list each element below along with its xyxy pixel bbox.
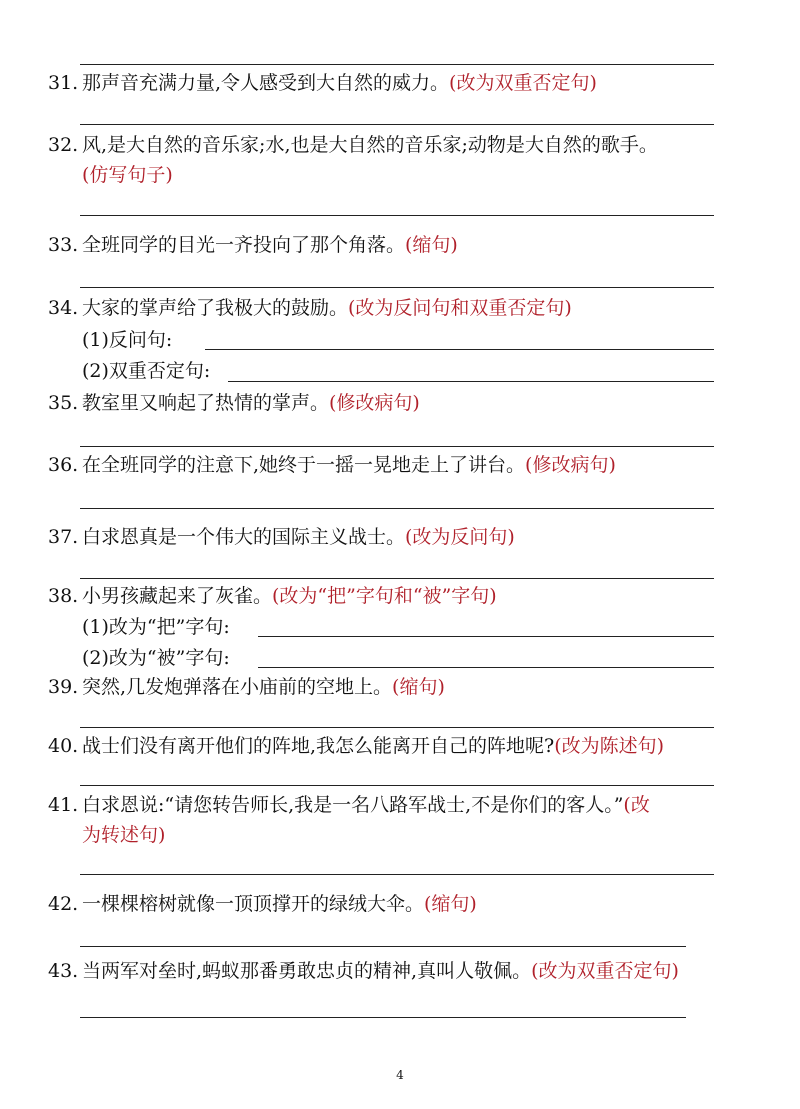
answer-line bbox=[80, 578, 714, 579]
question-instruction: (改为陈述句) bbox=[554, 735, 665, 757]
question-number: 32. bbox=[48, 134, 79, 156]
question-35 bbox=[48, 390, 420, 417]
answer-line bbox=[80, 64, 714, 65]
question-instruction: (修改病句) bbox=[525, 454, 616, 476]
question-number: 31. bbox=[48, 72, 79, 94]
question-number: 39. bbox=[48, 676, 79, 698]
question-instruction: (改为双重否定句) bbox=[449, 72, 597, 94]
answer-line bbox=[80, 508, 714, 509]
question-38 bbox=[48, 583, 497, 610]
question-instruction: 为转述句) bbox=[82, 824, 166, 846]
question-text: 一棵棵榕树就像一顶顶撑开的绿绒大伞。 bbox=[82, 893, 425, 915]
question-instruction: (缩句) bbox=[405, 234, 458, 256]
question-text: 风,是大自然的音乐家;水,也是大自然的音乐家;动物是大自然的歌手。 bbox=[82, 134, 658, 156]
question-number: 38. bbox=[48, 585, 79, 607]
question-text: 那声音充满力量,令人感受到大自然的威力。 bbox=[82, 72, 450, 94]
question-instruction: (缩句) bbox=[392, 676, 445, 698]
sub-question-label: (2)改为“被”字句: bbox=[82, 647, 230, 669]
question-42 bbox=[48, 891, 477, 918]
sub-question-label: (1)反问句: bbox=[82, 329, 173, 351]
question-number: 35. bbox=[48, 392, 79, 414]
question-39 bbox=[48, 674, 445, 701]
answer-line bbox=[80, 727, 714, 728]
sub-question-label: (2)双重否定句: bbox=[82, 360, 211, 382]
question-text: 白求恩真是一个伟大的国际主义战士。 bbox=[82, 526, 406, 548]
answer-line bbox=[80, 215, 714, 216]
question-text: 全班同学的目光一齐投向了那个角落。 bbox=[82, 234, 406, 256]
question-text: 小男孩藏起来了灰雀。 bbox=[82, 585, 273, 607]
answer-line bbox=[228, 381, 714, 382]
question-number: 41. bbox=[48, 794, 79, 816]
answer-line bbox=[80, 1017, 686, 1018]
question-text: 当两军对垒时,蚂蚁那番勇敢忠贞的精神,真叫人敬佩。 bbox=[82, 960, 532, 982]
question-instruction: (改为“把”字句和“被”字句) bbox=[272, 585, 497, 607]
question-instruction: (仿写句子) bbox=[82, 164, 173, 186]
answer-line bbox=[80, 785, 714, 786]
page-number: 4 bbox=[396, 1068, 404, 1082]
question-40 bbox=[48, 733, 664, 760]
answer-line bbox=[80, 287, 714, 288]
question-text: 白求恩说:“请您转告师长,我是一名八路军战士,不是你们的客人。” bbox=[82, 794, 624, 816]
question-number: 34. bbox=[48, 297, 79, 319]
question-37 bbox=[48, 524, 515, 551]
question-instruction: (修改病句) bbox=[329, 392, 420, 414]
question-text: 大家的掌声给了我极大的鼓励。 bbox=[82, 297, 349, 319]
question-number: 40. bbox=[48, 735, 79, 757]
question-text: 战士们没有离开他们的阵地,我怎么能离开自己的阵地呢? bbox=[82, 735, 555, 757]
answer-line bbox=[80, 946, 686, 947]
question-number: 42. bbox=[48, 893, 79, 915]
question-instruction: (改为双重否定句) bbox=[531, 960, 679, 982]
question-33 bbox=[48, 232, 458, 259]
question-number: 36. bbox=[48, 454, 79, 476]
question-number: 37. bbox=[48, 526, 79, 548]
answer-line bbox=[258, 667, 714, 668]
answer-line bbox=[80, 446, 714, 447]
question-43 bbox=[48, 958, 679, 985]
question-number: 43. bbox=[48, 960, 79, 982]
question-instruction: (改为反问句) bbox=[405, 526, 515, 548]
question-32 bbox=[48, 132, 658, 159]
question-instruction: (改 bbox=[623, 794, 650, 816]
question-41 bbox=[48, 792, 650, 819]
question-instruction: (改为反问句和双重否定句) bbox=[348, 297, 572, 319]
answer-line bbox=[258, 636, 714, 637]
answer-line bbox=[80, 874, 714, 875]
answer-line bbox=[205, 349, 714, 350]
question-text: 突然,几发炮弹落在小庙前的空地上。 bbox=[82, 676, 393, 698]
sub-question-label: (1)改为“把”字句: bbox=[82, 616, 230, 638]
question-34 bbox=[48, 295, 572, 322]
question-text: 教室里又响起了热情的掌声。 bbox=[82, 392, 330, 414]
question-instruction: (缩句) bbox=[424, 893, 477, 915]
question-number: 33. bbox=[48, 234, 79, 256]
question-text: 在全班同学的注意下,她终于一摇一晃地走上了讲台。 bbox=[82, 454, 526, 476]
question-36 bbox=[48, 452, 616, 479]
question-31 bbox=[48, 70, 597, 97]
answer-line bbox=[80, 124, 714, 125]
